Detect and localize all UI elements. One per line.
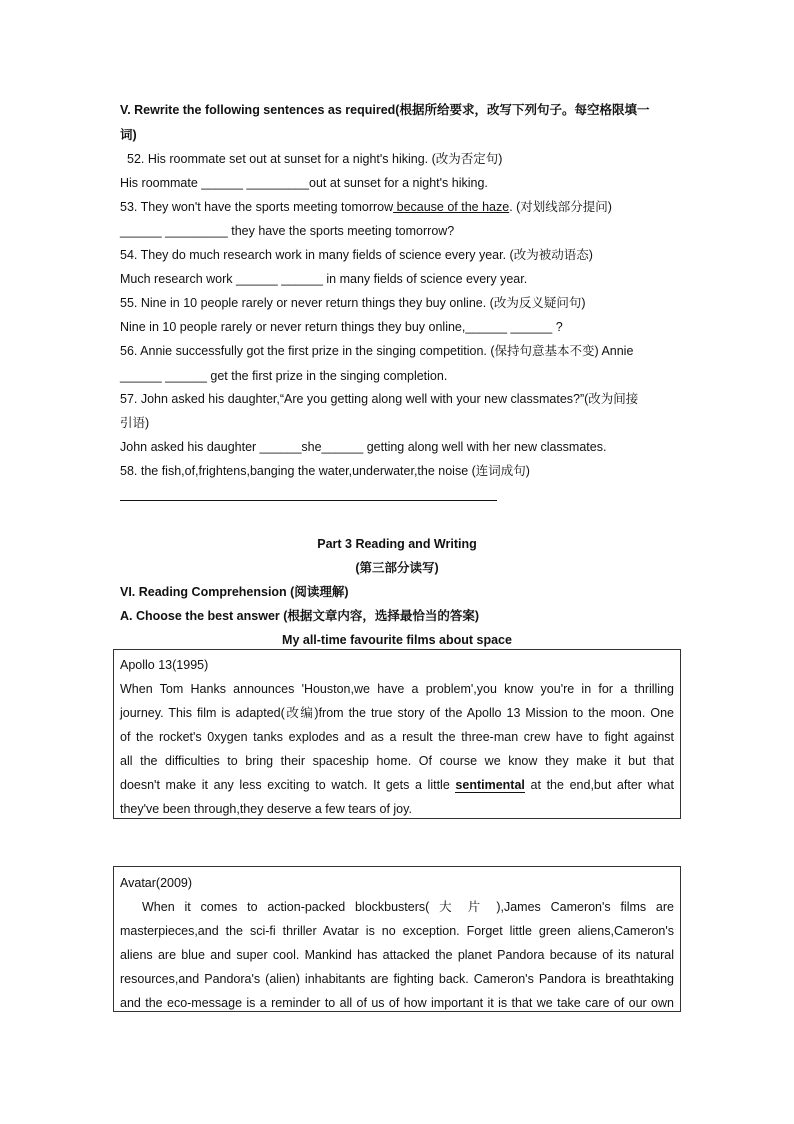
paragraph-line: aliens are blue and super cool. Mankind has attacked the planet Pandora because of its natural [120, 948, 674, 962]
question-55: 55. Nine in 10 people rarely or never return things they buy online. (改为反义疑问句) [120, 296, 586, 310]
question-58: 58. the fish,of,frightens,banging the water,underwater,the noise (连词成句) [120, 464, 530, 478]
question-57-cont: 引语) [120, 416, 150, 430]
paragraph-line: and the eco-message is a reminder to all of us of how important it is that we take care of our own [120, 996, 674, 1010]
paragraph-line: When Tom Hanks announces 'Houston,we have a problem',you know you're in for a thrilling [120, 682, 674, 696]
question-54: 54. They do much research work in many fields of science every year. (改为被动语态) [120, 248, 593, 262]
film-box-avatar [113, 866, 681, 1012]
question-57: 57. John asked his daughter,“Are you getting along well with your new classmates?”(改为间接 [120, 392, 639, 406]
section-vi-title: VI. Reading Comprehension (阅读理解) [120, 585, 349, 599]
part3-subtitle: (第三部分读写) [355, 561, 439, 575]
question-53-instruction: . (对划线部分提问) [509, 200, 612, 214]
underlined-phrase: because of the haze [393, 200, 510, 214]
paragraph-line: all the difficulties to bring their spaceship home. Of course we know they make it but that [120, 754, 674, 768]
section-v-title-cont: 词) [120, 128, 137, 142]
paragraph-line: When it comes to action-packed blockbusters( 大 片 ),James Cameron's films are [142, 900, 674, 914]
vocab-word: sentimental [455, 778, 525, 792]
paragraph-line: masterpieces,and the sci-fi thriller Avatar is no exception. Forget little green aliens,Cameron's [120, 924, 674, 938]
section-v-title: V. Rewrite the following sentences as required(根据所给要求，改写下列句子。每空格限填一 [120, 103, 650, 117]
section-a-title: A. Choose the best answer (根据文章内容，选择最恰当的答案) [120, 609, 480, 623]
paragraph-line: resources,and Pandora's (alien) inhabitants are fighting back. Cameron's Pandora is breathtaking [120, 972, 674, 986]
paragraph-line: journey. This film is adapted(改编)from the true story of the Apollo 13 Mission to the moon. One [120, 706, 674, 720]
film-box-apollo [113, 649, 681, 819]
answer-line-53: ______ _________ they have the sports meeting tomorrow? [120, 224, 455, 238]
answer-line-55: Nine in 10 people rarely or never return things they buy online,______ ______ ? [120, 320, 563, 334]
question-53-text: 53. They won't have the sports meeting tomorrow [120, 200, 394, 214]
film-heading: Avatar(2009) [120, 876, 193, 890]
answer-line-54: Much research work ______ ______ in many fields of science every year. [120, 272, 528, 286]
answer-line-56: ______ ______ get the first prize in the singing completion. [120, 369, 448, 383]
question-53 [120, 199, 612, 215]
answer-line-52: His roommate ______ _________out at sunset for a night's hiking. [120, 176, 488, 190]
paragraph-text: doesn't make it any less exciting to watch. It gets a little [120, 778, 456, 792]
question-56: 56. Annie successfully got the first prize in the singing competition. (保持句意基本不变) Annie [120, 344, 634, 358]
paragraph-line [120, 777, 674, 793]
answer-line-57: John asked his daughter ______she______ getting along well with her new classmates. [120, 440, 607, 454]
film-heading: Apollo 13(1995) [120, 658, 209, 672]
paragraph-text: at the end,but after what [524, 778, 674, 792]
answer-rule-58 [120, 500, 497, 501]
part3-title: Part 3 Reading and Writing [317, 537, 477, 551]
paragraph-line: of the rocket's 0xygen tanks explodes and as a result the three-man crew have to fight against [120, 730, 674, 744]
article-title: My all-time favourite films about space [282, 633, 512, 647]
paragraph-line: they've been through,they deserve a few tears of joy. [120, 802, 412, 816]
question-52: 52. His roommate set out at sunset for a night's hiking. (改为否定句) [127, 152, 503, 166]
